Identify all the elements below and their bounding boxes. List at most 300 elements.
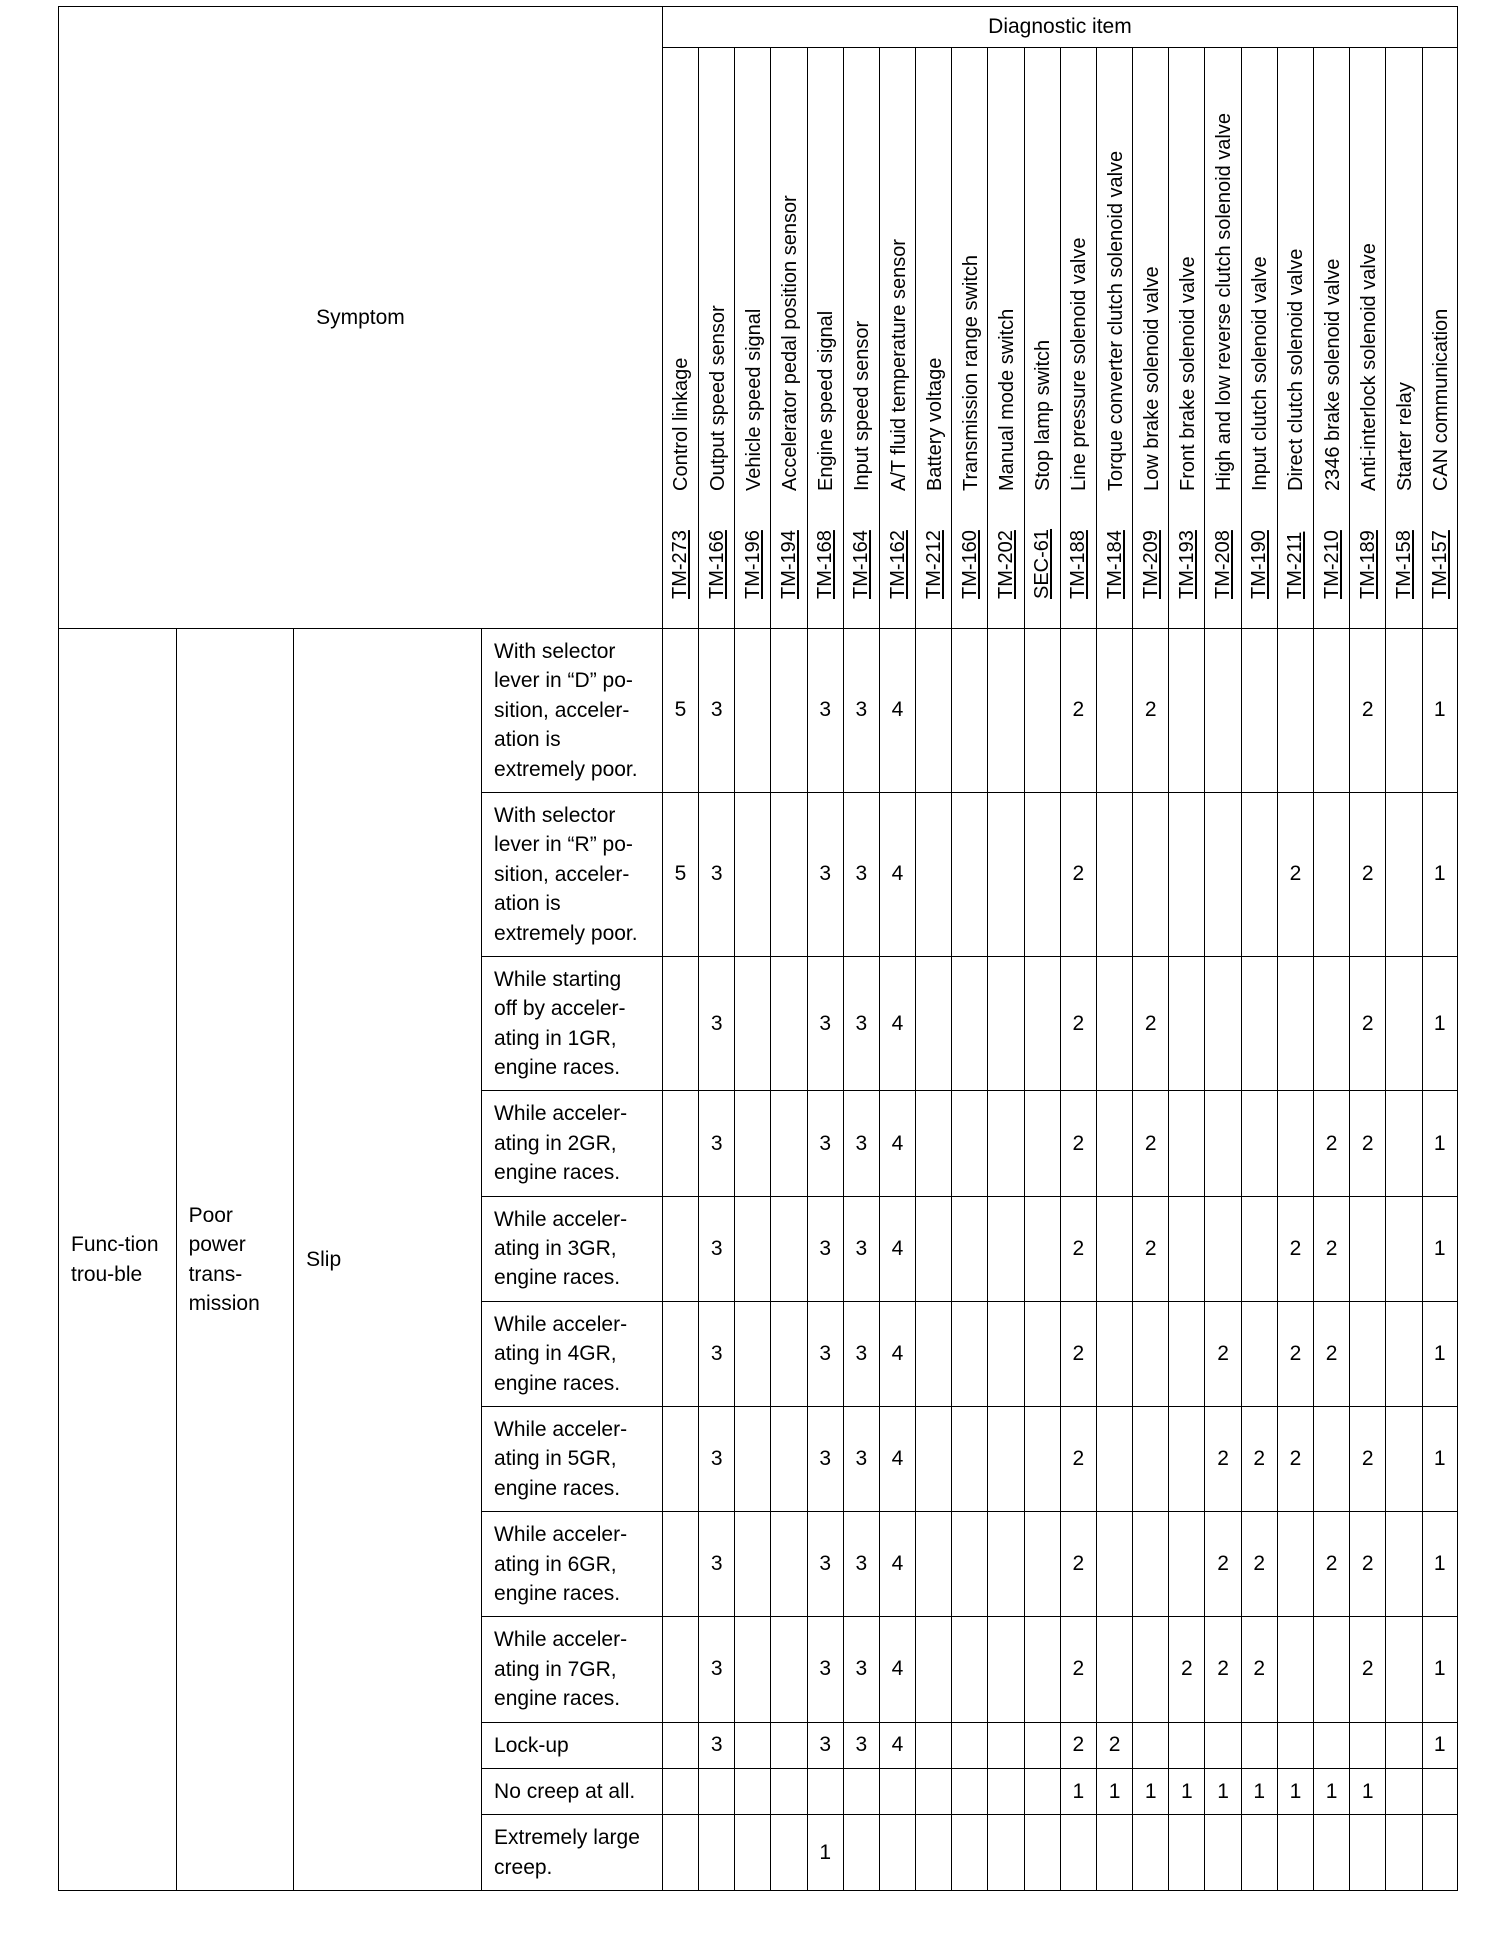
priority-value [1169,1091,1205,1196]
diagnostic-item-column-header [1314,48,1350,629]
priority-value [662,1301,698,1406]
priority-value [735,1722,771,1768]
priority-value [952,792,988,956]
priority-value [1096,792,1132,956]
diagnostic-item-name: Low brake solenoid valve [1140,266,1163,491]
priority-value [735,629,771,793]
priority-value [843,1815,879,1891]
priority-value: 3 [699,1301,735,1406]
priority-value [1169,1512,1205,1617]
priority-value [735,1196,771,1301]
priority-value: 3 [807,1617,843,1722]
priority-value: 3 [807,1722,843,1768]
priority-value: 1 [1241,1768,1277,1814]
priority-value [1277,956,1313,1091]
priority-value: 3 [699,629,735,793]
priority-value: 2 [1277,1406,1313,1511]
diagnostic-item-column-header [735,48,771,629]
symptom-condition: While acceler-ating in 4GR, engine races. [482,1301,663,1406]
priority-value: 3 [699,1722,735,1768]
reference-link[interactable]: TM-210 [1320,530,1343,599]
reference-link[interactable]: TM-212 [922,530,945,599]
priority-value: 2 [1133,956,1169,1091]
diagnostic-item-name: High and low reverse clutch solenoid valve [1213,113,1236,491]
priority-value [1169,1722,1205,1768]
priority-value [1386,1512,1422,1617]
diagnostic-item-name: Line pressure solenoid valve [1068,237,1091,491]
reference-link[interactable]: TM-189 [1356,530,1379,599]
priority-value: 1 [1422,1512,1457,1617]
priority-value [952,1512,988,1617]
priority-value: 4 [879,1196,915,1301]
priority-value: 2 [1241,1406,1277,1511]
priority-value [771,1091,807,1196]
priority-value [988,1406,1024,1511]
priority-value [916,1617,952,1722]
priority-value [735,956,771,1091]
priority-value [1241,792,1277,956]
priority-value: 5 [662,629,698,793]
priority-value [1024,1512,1060,1617]
priority-value [735,1768,771,1814]
priority-value [952,1617,988,1722]
priority-value [1133,1301,1169,1406]
priority-value: 3 [807,1406,843,1511]
priority-value: 4 [879,1722,915,1768]
priority-value [1205,956,1241,1091]
reference-link[interactable]: TM-202 [995,530,1018,599]
priority-value [1386,792,1422,956]
diagnostic-item-column-header [1422,48,1457,629]
priority-value [879,1815,915,1891]
priority-value [735,1406,771,1511]
priority-value [1096,1406,1132,1511]
priority-value: 3 [807,629,843,793]
priority-value: 3 [843,1722,879,1768]
reference-link[interactable]: TM-166 [705,530,728,599]
reference-link[interactable]: TM-188 [1067,530,1090,599]
priority-value: 3 [843,1091,879,1196]
priority-value [662,1512,698,1617]
symptom-subcategory: Poor power trans-mission [176,629,294,1891]
priority-value: 2 [1133,1091,1169,1196]
diagnostic-item-name: Transmission range switch [959,254,982,491]
priority-value: 4 [879,1301,915,1406]
priority-value: 1 [1422,1617,1457,1722]
priority-value [988,1768,1024,1814]
reference-link[interactable]: TM-208 [1212,530,1235,599]
priority-value: 3 [843,629,879,793]
priority-value [1096,1512,1132,1617]
diagnostic-item-name: Starter relay [1393,382,1416,491]
priority-value [1024,956,1060,1091]
reference-link[interactable]: TM-184 [1103,530,1126,599]
diagnostic-item-column-header [1024,48,1060,629]
symptom-condition: While acceler-ating in 3GR, engine races. [482,1196,663,1301]
priority-value [1024,792,1060,956]
priority-value: 3 [699,1091,735,1196]
diagnostic-item-name: Vehicle speed signal [742,308,765,491]
priority-value [662,1768,698,1814]
priority-value: 1 [1422,1722,1457,1768]
priority-value: 3 [807,792,843,956]
priority-value [1241,1301,1277,1406]
diagnostic-item-column-header [1096,48,1132,629]
priority-value [1386,1617,1422,1722]
priority-value [1386,1301,1422,1406]
priority-value: 3 [807,1196,843,1301]
reference-link[interactable]: TM-157 [1428,530,1451,599]
diagnostic-item-name: Stop lamp switch [1032,339,1055,491]
priority-value: 3 [843,1406,879,1511]
diagnostic-item-column-header [952,48,988,629]
diagnostic-item-column-header [1386,48,1422,629]
priority-value: 2 [1277,792,1313,956]
priority-value [1241,1722,1277,1768]
priority-value [771,629,807,793]
priority-value: 2 [1241,1512,1277,1617]
priority-value [1277,1815,1313,1891]
priority-value: 1 [1350,1768,1386,1814]
priority-value [662,1091,698,1196]
reference-link[interactable]: TM-196 [741,530,764,599]
priority-value [1205,1196,1241,1301]
priority-value [1350,1722,1386,1768]
priority-value [952,629,988,793]
symptom-condition: With selector lever in “R” po-sition, acceler-ation is extremely poor. [482,792,663,956]
priority-value [771,1406,807,1511]
priority-value: 2 [1060,1196,1096,1301]
priority-value: 4 [879,1617,915,1722]
priority-value [1386,629,1422,793]
priority-value [662,1815,698,1891]
symptom-condition: While acceler-ating in 6GR, engine races. [482,1512,663,1617]
priority-value: 2 [1314,1196,1350,1301]
diagnostic-item-name: Accelerator pedal position sensor [779,195,801,491]
symptom-condition: While acceler-ating in 5GR, engine races. [482,1406,663,1511]
priority-value: 2 [1060,1301,1096,1406]
priority-value: 3 [843,1617,879,1722]
diagnostic-item-name: Anti-interlock solenoid valve [1357,243,1380,491]
diagnosis-table [58,6,1458,1891]
priority-value [952,1301,988,1406]
reference-link[interactable]: TM-194 [778,530,800,599]
priority-value [843,1768,879,1814]
reference-link[interactable]: TM-162 [886,530,909,599]
priority-value: 4 [879,1091,915,1196]
priority-value: 2 [1060,956,1096,1091]
priority-value [1024,1196,1060,1301]
priority-value: 2 [1350,792,1386,956]
diagnostic-item-name: Torque converter clutch solenoid valve [1104,150,1127,491]
priority-value [1096,1301,1132,1406]
diagnostic-item-column-header [662,48,698,629]
reference-link[interactable]: TM-193 [1175,530,1198,599]
priority-value [1422,1768,1457,1814]
diagnostic-item-column-header [699,48,735,629]
priority-value: 2 [1096,1722,1132,1768]
priority-value [952,1406,988,1511]
priority-value [662,956,698,1091]
priority-value [1169,1406,1205,1511]
priority-value: 2 [1060,1722,1096,1768]
priority-value: 2 [1205,1617,1241,1722]
priority-value [771,1815,807,1891]
priority-value [735,792,771,956]
priority-value: 3 [843,956,879,1091]
priority-value: 2 [1241,1617,1277,1722]
priority-value: 5 [662,792,698,956]
priority-value [988,1617,1024,1722]
symptom-condition: With selector lever in “D” po-sition, acceler-ation is extremely poor. [482,629,663,793]
priority-value: 1 [807,1815,843,1891]
priority-value [1024,1768,1060,1814]
priority-value: 2 [1169,1617,1205,1722]
priority-value [988,1815,1024,1891]
priority-value: 3 [699,1617,735,1722]
priority-value [1422,1815,1457,1891]
priority-value [1314,1815,1350,1891]
priority-value: 2 [1314,1512,1350,1617]
priority-value [1241,956,1277,1091]
diagnostic-item-column-header [807,48,843,629]
priority-value [662,1722,698,1768]
priority-value [771,956,807,1091]
priority-value [1024,1406,1060,1511]
priority-value [1205,1722,1241,1768]
priority-value [1205,1815,1241,1891]
diagnostic-item-name: Manual mode switch [996,308,1019,491]
priority-value: 2 [1060,1617,1096,1722]
priority-value [662,1406,698,1511]
priority-value: 4 [879,1406,915,1511]
priority-value [1096,1196,1132,1301]
priority-value [1169,956,1205,1091]
priority-value [916,1301,952,1406]
symptom-header: Symptom [59,7,663,629]
priority-value [1133,1406,1169,1511]
priority-value [1350,1301,1386,1406]
priority-value: 1 [1205,1768,1241,1814]
priority-value [1277,1617,1313,1722]
priority-value: 2 [1350,629,1386,793]
priority-value [1169,792,1205,956]
priority-value: 2 [1350,1617,1386,1722]
priority-value: 3 [843,1301,879,1406]
priority-value: 3 [699,792,735,956]
diagnostic-item-column-header [843,48,879,629]
priority-value [1024,1091,1060,1196]
diagnostic-item-name: Battery voltage [923,357,946,491]
priority-value [916,1091,952,1196]
priority-value: 2 [1350,1512,1386,1617]
priority-value [771,1196,807,1301]
priority-value [735,1815,771,1891]
priority-value [735,1301,771,1406]
priority-value: 4 [879,1512,915,1617]
priority-value: 2 [1060,629,1096,793]
priority-value: 3 [807,1301,843,1406]
diagnostic-item-name: Control linkage [670,357,693,491]
priority-value [1386,1406,1422,1511]
priority-value: 1 [1422,792,1457,956]
diagnostic-item-column-header [1133,48,1169,629]
priority-value [1314,1617,1350,1722]
reference-link[interactable]: TM-164 [850,530,873,599]
reference-link[interactable]: TM-160 [958,530,981,599]
priority-value: 1 [1133,1768,1169,1814]
priority-value [916,1406,952,1511]
diagnostic-item-column-header [916,48,952,629]
priority-value [1133,1617,1169,1722]
diagnostic-item-name: 2346 brake solenoid valve [1321,258,1344,491]
priority-value [988,956,1024,1091]
priority-value [1133,1722,1169,1768]
priority-value [771,1512,807,1617]
priority-value [1096,1091,1132,1196]
priority-value [952,1196,988,1301]
priority-value [735,1512,771,1617]
priority-value: 3 [699,1196,735,1301]
diagnostic-item-column-header [1205,48,1241,629]
priority-value: 1 [1422,629,1457,793]
priority-value [952,1768,988,1814]
priority-value: 1 [1422,1301,1457,1406]
priority-value [1169,1815,1205,1891]
priority-value [916,792,952,956]
table-row [59,629,1458,793]
priority-value: 3 [807,1512,843,1617]
priority-value: 2 [1350,956,1386,1091]
priority-value: 2 [1314,1301,1350,1406]
diagnostic-item-header: Diagnostic item [662,7,1457,48]
priority-value [1241,1196,1277,1301]
priority-value [952,1722,988,1768]
priority-value [1314,1722,1350,1768]
priority-value [916,956,952,1091]
priority-value: 2 [1133,1196,1169,1301]
priority-value [879,1768,915,1814]
priority-value [1205,1091,1241,1196]
priority-value: 4 [879,629,915,793]
priority-value [1096,956,1132,1091]
reference-link[interactable]: TM-273 [669,530,692,599]
priority-value: 3 [807,1091,843,1196]
priority-value [1169,1301,1205,1406]
priority-value [988,629,1024,793]
priority-value: 3 [843,1196,879,1301]
priority-value [771,1617,807,1722]
priority-value [1205,792,1241,956]
priority-value: 1 [1096,1768,1132,1814]
priority-value [1350,1196,1386,1301]
priority-value: 1 [1422,956,1457,1091]
priority-value [771,1722,807,1768]
priority-value [988,1091,1024,1196]
priority-value [1169,1196,1205,1301]
symptom-condition: Extremely large creep. [482,1815,663,1891]
priority-value [1024,1617,1060,1722]
priority-value: 2 [1133,629,1169,793]
priority-value [1024,1722,1060,1768]
reference-link[interactable]: SEC-61 [1031,528,1054,599]
priority-value [1024,629,1060,793]
priority-value: 4 [879,956,915,1091]
reference-link[interactable]: TM-190 [1248,530,1271,599]
diagnostic-item-column-header [1060,48,1096,629]
reference-link[interactable]: TM-158 [1392,530,1415,599]
reference-link[interactable]: TM-209 [1139,530,1162,599]
priority-value: 2 [1205,1301,1241,1406]
priority-value [1241,1091,1277,1196]
reference-link[interactable]: TM-168 [814,530,837,599]
priority-value [952,956,988,1091]
priority-value [1314,792,1350,956]
priority-value [1096,1617,1132,1722]
diagnostic-item-name: Direct clutch solenoid valve [1285,248,1308,491]
priority-value: 2 [1277,1301,1313,1406]
priority-value: 2 [1277,1196,1313,1301]
priority-value [1386,956,1422,1091]
priority-value [1386,1768,1422,1814]
priority-value [1277,1512,1313,1617]
priority-value [1314,629,1350,793]
diagnostic-item-name: A/T fluid temperature sensor [887,239,910,491]
symptom-condition: No creep at all. [482,1768,663,1814]
priority-value [699,1768,735,1814]
priority-value [916,1815,952,1891]
priority-value: 2 [1350,1406,1386,1511]
diagnostic-item-name: Input clutch solenoid valve [1249,256,1272,491]
priority-value [1060,1815,1096,1891]
diagnostic-item-name: Engine speed signal [815,310,838,491]
priority-value [1386,1091,1422,1196]
priority-value [771,792,807,956]
diagnostic-item-name: Front brake solenoid valve [1176,256,1199,491]
priority-value [952,1091,988,1196]
priority-value: 1 [1422,1091,1457,1196]
priority-value [988,1301,1024,1406]
priority-value: 3 [699,956,735,1091]
priority-value [1133,1512,1169,1617]
reference-link[interactable]: TM-211 [1284,531,1307,599]
priority-value: 3 [699,1406,735,1511]
priority-value [988,792,1024,956]
priority-value [662,1196,698,1301]
diagnostic-item-column-header [771,48,807,629]
diagnostic-item-column-header [1241,48,1277,629]
priority-value [1133,792,1169,956]
symptom-condition: While acceler-ating in 7GR, engine races. [482,1617,663,1722]
priority-value [988,1196,1024,1301]
priority-value [1096,629,1132,793]
priority-value [916,1722,952,1768]
priority-value [988,1722,1024,1768]
symptom-category: Func-tion trou-ble [59,629,177,1891]
diagnostic-item-column-header [1350,48,1386,629]
priority-value [1314,956,1350,1091]
symptom-condition: While starting off by acceler-ating in 1GR, engine races. [482,956,663,1091]
priority-value: 1 [1277,1768,1313,1814]
priority-value: 2 [1060,1512,1096,1617]
diagnostic-item-column-header [1277,48,1313,629]
priority-value [1169,629,1205,793]
priority-value [1277,629,1313,793]
priority-value: 3 [699,1512,735,1617]
priority-value: 2 [1060,792,1096,956]
symptom-type: Slip [294,629,482,1891]
diagnostic-item-column-header [879,48,915,629]
